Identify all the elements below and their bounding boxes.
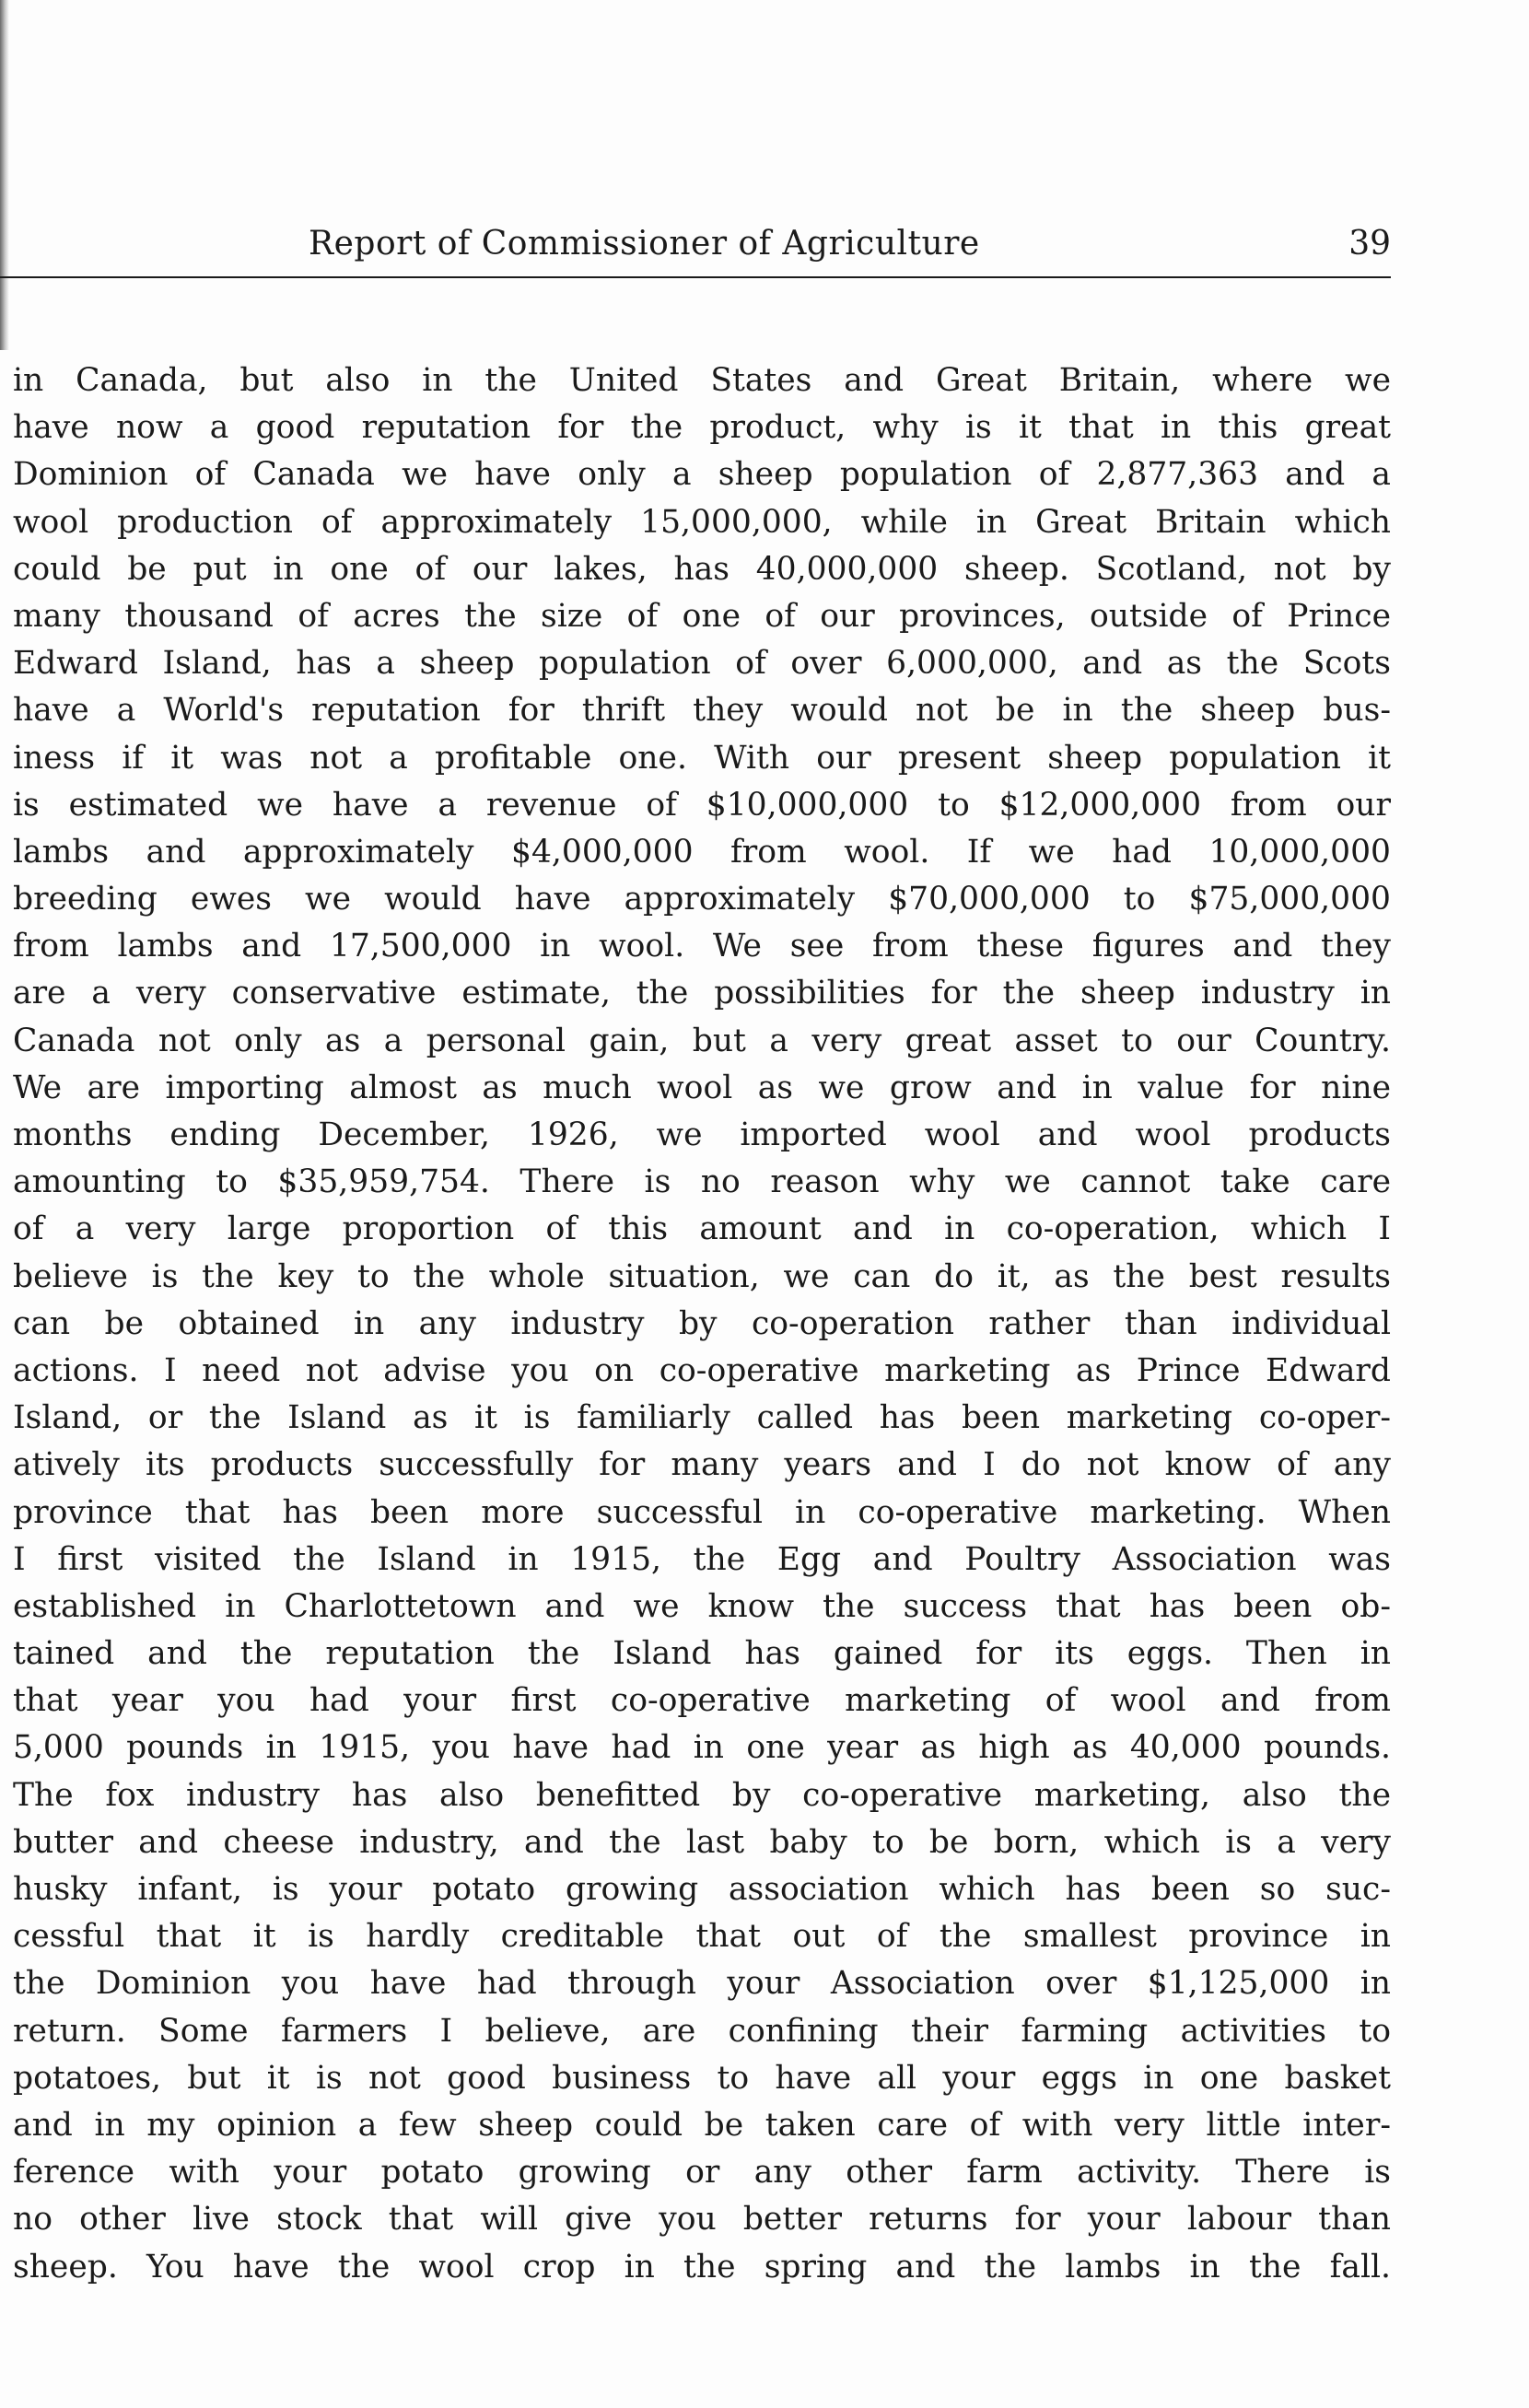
text-line: sheep. You have the wool crop in the spring and the lambs in the fall. (13, 2248, 1391, 2285)
text-line: cessful that it is hardly creditable that out of the smallest province in (13, 1918, 1391, 1956)
text-line: return. Some farmers I believe, are confining their farming activities to (13, 2012, 1391, 2050)
text-line: We are importing almost as much wool as we grow and in value for nine (13, 1069, 1391, 1106)
text-line: province that has been more successful in co-operative marketing. When (13, 1493, 1391, 1531)
text-line: tained and the reputation the Island has gained for its eggs. Then in (13, 1635, 1391, 1673)
text-line: the Dominion you have had through your Association over $1,125,000 in (13, 1965, 1391, 2003)
text-line: believe is the key to the whole situation, we can do it, as the best results (13, 1257, 1391, 1295)
text-line: amounting to $35,959,754. There is no reason why we cannot take care (13, 1163, 1391, 1201)
text-line: of a very large proportion of this amount and in co-operation, which I (13, 1210, 1391, 1248)
text-line: butter and cheese industry, and the last baby to be born, which is a very (13, 1823, 1391, 1861)
body-paragraph (13, 357, 1391, 2291)
text-line: lambs and approximately $4,000,000 from wool. If we had 10,000,000 (13, 833, 1391, 871)
page-header (0, 216, 1391, 274)
header-rule (0, 276, 1391, 278)
text-line: and in my opinion a few sheep could be taken care of with very little inter- (13, 2106, 1391, 2144)
text-line: Edward Island, has a sheep population of over 6,000,000, and as the Scots (13, 645, 1391, 683)
text-line: in Canada, but also in the United States and Great Britain, where we (13, 362, 1391, 399)
text-line: established in Charlottetown and we know the success that has been ob- (13, 1587, 1391, 1625)
text-line: could be put in one of our lakes, has 40,000,000 sheep. Scotland, not by (13, 550, 1391, 588)
text-line: ference with your potato growing or any other farm activity. There is (13, 2154, 1391, 2192)
text-line: I first visited the Island in 1915, the Egg and Poultry Association was (13, 1540, 1391, 1578)
text-line: Dominion of Canada we have only a sheep population of 2,877,363 and a (13, 456, 1391, 494)
text-line: many thousand of acres the size of one of our provinces, outside of Prince (13, 597, 1391, 635)
scan-edge-shadow (0, 0, 9, 350)
text-line: Canada not only as a personal gain, but a very great asset to our Country. (13, 1022, 1391, 1059)
text-line: iness if it was not a profitable one. With our present sheep population it (13, 739, 1391, 777)
text-line: actions. I need not advise you on co-operative marketing as Prince Edward (13, 1351, 1391, 1389)
text-line: can be obtained in any industry by co-operation rather than individual (13, 1304, 1391, 1342)
text-line: husky infant, is your potato growing association which has been so suc- (13, 1871, 1391, 1908)
running-title: Report of Commissioner of Agriculture (309, 225, 980, 263)
text-line: have now a good reputation for the product, why is it that in this great (13, 409, 1391, 447)
text-line: 5,000 pounds in 1915, you have had in one year as high as 40,000 pounds. (13, 1729, 1391, 1767)
text-line: no other live stock that will give you better returns for your labour than (13, 2201, 1391, 2239)
text-line: is estimated we have a revenue of $10,000,000 to $12,000,000 from our (13, 786, 1391, 824)
text-line: are a very conservative estimate, the possibilities for the sheep industry in (13, 975, 1391, 1012)
text-line: Island, or the Island as it is familiarly called has been marketing co-oper- (13, 1399, 1391, 1437)
text-line: wool production of approximately 15,000,000, while in Great Britain which (13, 503, 1391, 541)
text-line: that year you had your first co-operative marketing of wool and from (13, 1682, 1391, 1720)
text-line: have a World's reputation for thrift they would not be in the sheep bus- (13, 692, 1391, 730)
text-line: months ending December, 1926, we imported wool and wool products (13, 1116, 1391, 1153)
text-line: atively its products successfully for many years and I do not know of any (13, 1446, 1391, 1484)
text-line: potatoes, but it is not good business to have all your eggs in one basket (13, 2059, 1391, 2097)
text-line: The fox industry has also benefitted by co-operative marketing, also the (13, 1776, 1391, 1814)
page-number: 39 (1348, 225, 1391, 263)
text-line: from lambs and 17,500,000 in wool. We see from these figures and they (13, 928, 1391, 965)
text-line: breeding ewes we would have approximately $70,000,000 to $75,000,000 (13, 881, 1391, 918)
